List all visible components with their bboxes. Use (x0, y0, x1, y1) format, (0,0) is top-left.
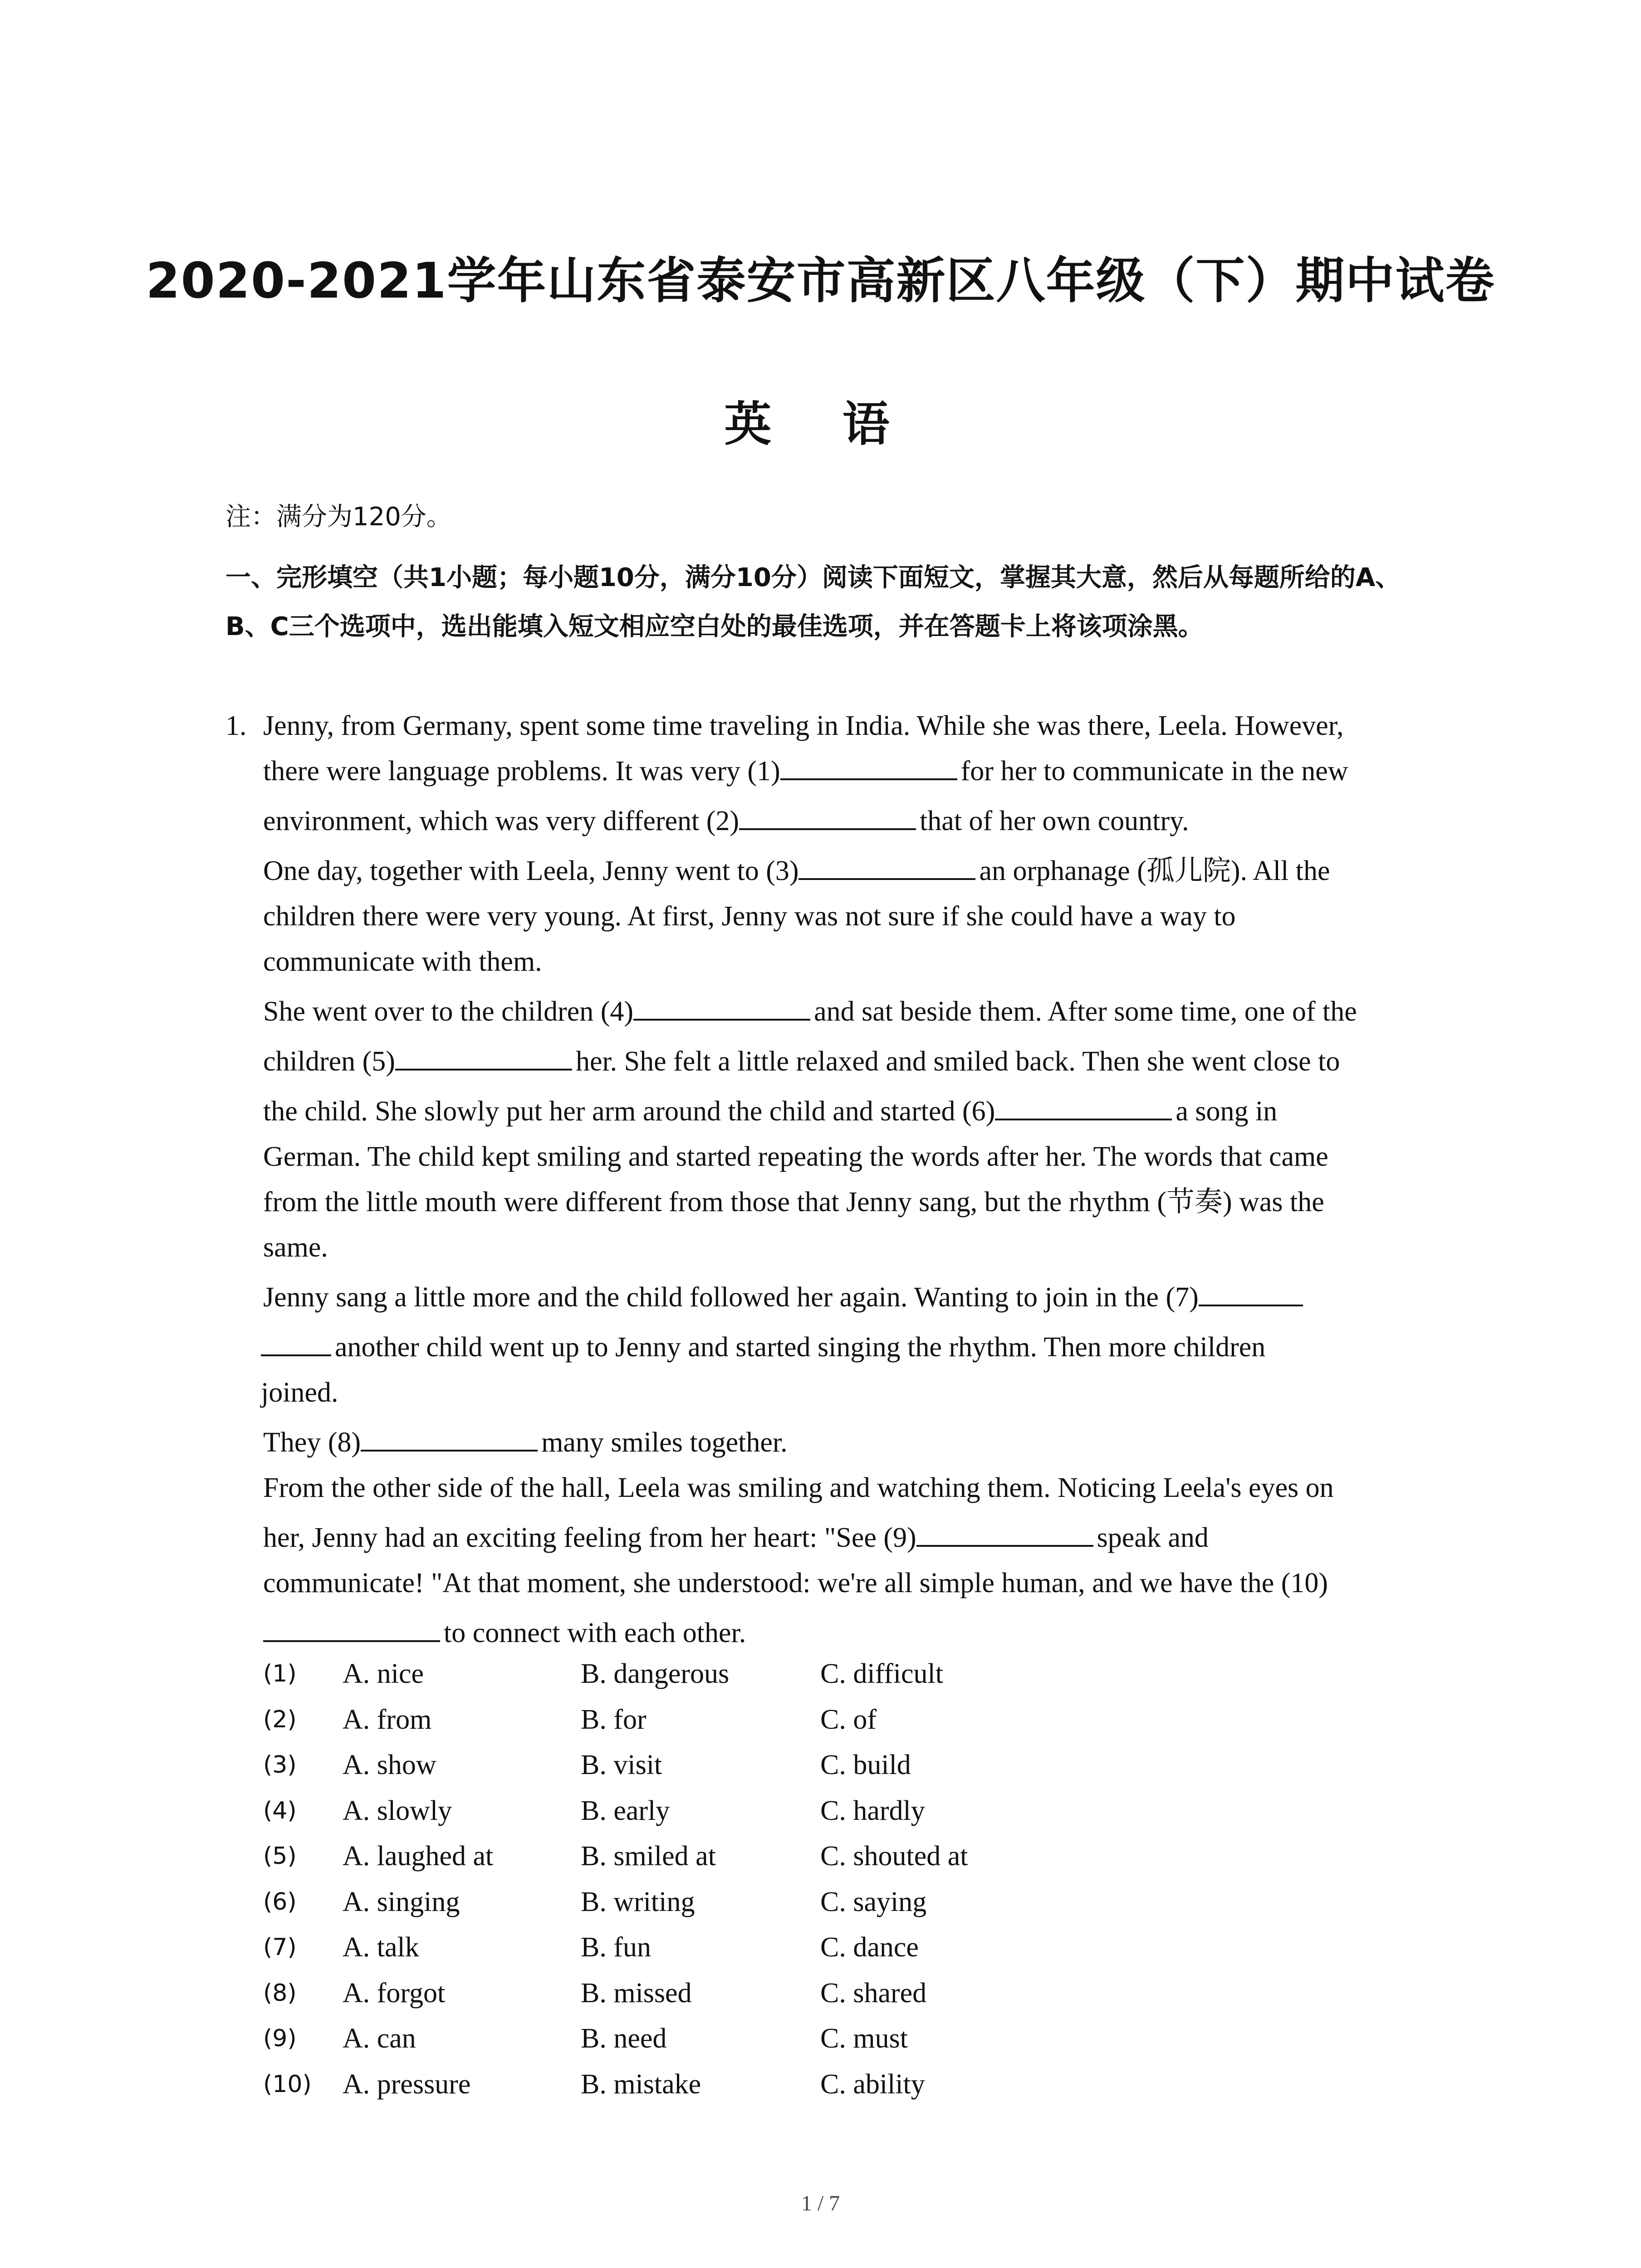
passage-line (263, 1558, 1447, 1608)
option-number: (9) (263, 2025, 297, 2052)
option-c[interactable]: C. dance (820, 1932, 919, 1963)
passage-text: communicate! "At that moment, she understood: we're all simple human, and we have the (10) (263, 1568, 1328, 1598)
option-c[interactable]: C. saying (820, 1886, 927, 1917)
passage-line (263, 891, 1447, 937)
option-b[interactable]: B. visit (581, 1750, 662, 1780)
passage-line (263, 746, 1447, 796)
option-b[interactable]: B. for (581, 1704, 647, 1735)
option-number: (5) (263, 1843, 297, 1870)
option-c[interactable]: C. must (820, 2023, 908, 2054)
passage-line (263, 1036, 1447, 1086)
option-a[interactable]: A. laughed at (343, 1841, 494, 1872)
passage-text: children there were very young. At first, Jenny was not sure if she could have a way to (263, 901, 1236, 932)
passage-text: an orphanage (孤儿院). All the (979, 855, 1330, 886)
passage-line (263, 1132, 1447, 1177)
passage-line (263, 1418, 1447, 1463)
option-b[interactable]: B. smiled at (581, 1841, 716, 1872)
option-a[interactable]: A. pressure (343, 2068, 471, 2100)
passage-text: her, Jenny had an exciting feeling from her heart: "See (9) (263, 1522, 916, 1553)
passage-text: They (8) (263, 1427, 361, 1458)
passage-text: from the little mouth were different from those that Jenny sang, but the rhythm (节奏) was the (263, 1187, 1324, 1217)
passage-line (263, 1086, 1447, 1132)
passage-line (263, 1513, 1447, 1558)
answer-blank (995, 1093, 1172, 1120)
option-a[interactable]: A. talk (343, 1932, 419, 1963)
page-number: 1 / 7 (801, 2191, 840, 2215)
option-number: (1) (263, 1660, 297, 1687)
answer-blank (361, 1424, 538, 1452)
passage-text: She went over to the children (4) (263, 996, 634, 1027)
page-title: 2020-2021学年山东省泰安市高新区八年级（下）期中试卷 (146, 253, 1495, 309)
option-a[interactable]: A. singing (343, 1886, 460, 1917)
option-number: (4) (263, 1797, 297, 1824)
option-number: (7) (263, 1934, 297, 1961)
passage-text: and sat beside them. After some time, one of the (814, 996, 1357, 1027)
answer-blank (263, 1615, 440, 1642)
passage-line (263, 937, 1447, 987)
option-number: (3) (263, 1751, 297, 1779)
question-number: 1. (225, 710, 247, 741)
passage-text: German. The child kept smiling and started repeating the words after her. The words that came (263, 1141, 1328, 1172)
option-b[interactable]: B. early (581, 1795, 670, 1826)
option-c[interactable]: C. of (820, 1704, 877, 1735)
passage-text: same. (263, 1232, 328, 1263)
option-a[interactable]: A. slowly (343, 1795, 452, 1826)
option-a[interactable]: A. nice (343, 1658, 424, 1689)
subject-heading: 英 语 (724, 396, 917, 452)
passage-line (263, 701, 1447, 746)
option-a[interactable]: A. forgot (343, 1977, 446, 2009)
section-heading: 一、完形填空（共1小题；每小题10分，满分10分）阅读下面短文，掌握其大意，然后从每题所给的A、B、C三个选项中，选出能填入短文相应空白处的最佳选项，并在答题卡上将该项涂黑。 (225, 563, 1401, 641)
passage-text: speak and (1097, 1522, 1209, 1553)
option-c[interactable]: C. hardly (820, 1795, 925, 1826)
answer-blank (916, 1520, 1093, 1547)
answer-blank (261, 1329, 331, 1356)
answer-blank (780, 753, 957, 780)
passage-line (263, 1222, 1447, 1272)
passage-text: another child went up to Jenny and started singing the rhythm. Then more children (335, 1332, 1266, 1363)
passage-line (261, 1368, 1447, 1418)
passage-line (263, 987, 1447, 1036)
passage-line (263, 1177, 1447, 1222)
passage-text: a song in (1176, 1096, 1278, 1127)
answer-blank (1199, 1279, 1303, 1306)
passage-text: there were language problems. It was very (1) (263, 756, 780, 787)
option-b[interactable]: B. dangerous (581, 1658, 730, 1689)
option-c[interactable]: C. difficult (820, 1658, 943, 1689)
option-number: (6) (263, 1888, 297, 1916)
option-c[interactable]: C. shared (820, 1977, 927, 2009)
option-c[interactable]: C. build (820, 1750, 911, 1780)
option-a[interactable]: A. from (343, 1704, 432, 1735)
passage-text: Jenny, from Germany, spent some time traveling in India. While she was there, Leela. However, (263, 710, 1344, 741)
passage-text: communicate with them. (263, 946, 542, 977)
passage-line (263, 1608, 1447, 1653)
answer-blank (395, 1043, 572, 1070)
passage-line (263, 1463, 1447, 1513)
passage-text: for her to communicate in the new (960, 756, 1348, 787)
option-a[interactable]: A. show (343, 1750, 436, 1780)
passage-text: From the other side of the hall, Leela was smiling and watching them. Noticing Leela's eyes on (263, 1472, 1334, 1503)
passage-line (263, 846, 1447, 891)
option-c[interactable]: C. shouted at (820, 1841, 968, 1872)
option-b[interactable]: B. mistake (581, 2068, 701, 2100)
passage-text: to connect with each other. (444, 1618, 746, 1648)
passage-line (261, 1322, 1447, 1368)
answer-blank (633, 993, 810, 1021)
option-c[interactable]: C. ability (820, 2068, 925, 2100)
passage-text: many smiles together. (541, 1427, 788, 1458)
option-number: (2) (263, 1706, 297, 1733)
passage-line (263, 796, 1447, 846)
passage-text: the child. She slowly put her arm around the child and started (6) (263, 1096, 995, 1127)
option-b[interactable]: B. need (581, 2023, 667, 2054)
option-number: (8) (263, 1979, 297, 2007)
passage-text: joined. (261, 1377, 338, 1408)
answer-blank (798, 853, 975, 880)
option-a[interactable]: A. can (343, 2023, 416, 2054)
passage-text: environment, which was very different (2) (263, 806, 740, 836)
option-number: (10) (263, 2070, 312, 2098)
passage-text: Jenny sang a little more and the child followed her again. Wanting to join in the (7) (263, 1282, 1199, 1313)
option-b[interactable]: B. writing (581, 1886, 695, 1917)
passage-text: One day, together with Leela, Jenny went to (3) (263, 855, 799, 886)
passage-text: children (5) (263, 1046, 395, 1077)
option-b[interactable]: B. fun (581, 1932, 651, 1963)
score-note: 注：满分为120分。 (225, 502, 452, 532)
option-b[interactable]: B. missed (581, 1977, 692, 2009)
passage-text: that of her own country. (920, 806, 1189, 836)
passage-text: her. She felt a little relaxed and smiled back. Then she went close to (575, 1046, 1340, 1077)
answer-blank (739, 803, 916, 830)
cloze-passage (263, 701, 1447, 1653)
passage-line (263, 1272, 1447, 1322)
